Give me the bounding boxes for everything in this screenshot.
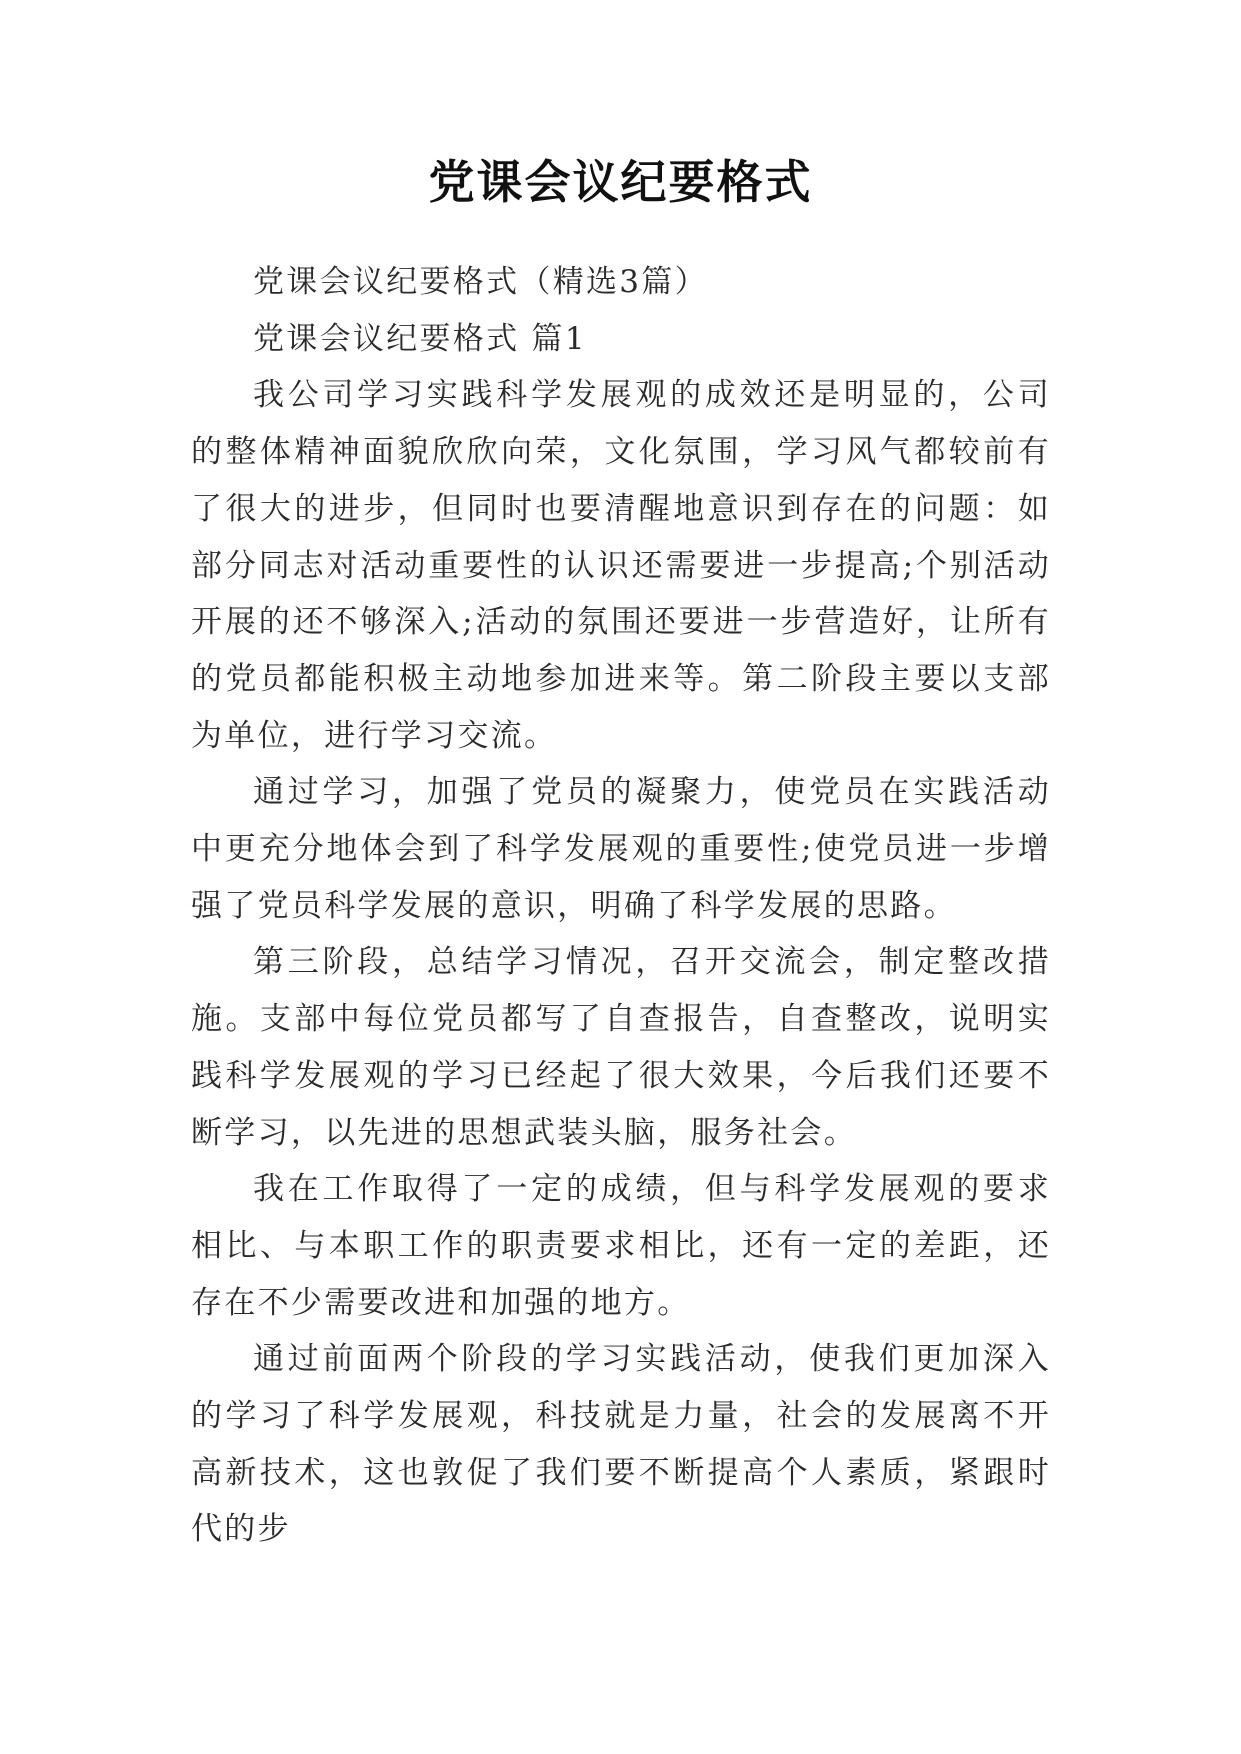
document-body (191, 254, 1051, 1558)
paragraph: 通过前面两个阶段的学习实践活动，使我们更加深入的学习了科学发展观，科技就是力量，社会的发展离不开高新技术，这也敦促了我们要不断提高个人素质，紧跟时代的步 (191, 1341, 1051, 1548)
document-title: 党课会议纪要格式 (428, 155, 813, 209)
paragraph: 我公司学习实践科学发展观的成效还是明显的，公司的整体精神面貌欣欣向荣，文化氛围，学习风气都较前有了很大的进步，但同时也要清醒地意识到存在的问题：如部分同志对活动重要性的认识还需要进一步提高;个别活动开展的还不够深入;活动的氛围还要进一步营造好，让所有的党员都能积极主动地参加进来等。第二阶段主要以支部为单位，进行学习交流。 (191, 377, 1051, 754)
paragraph: 通过学习，加强了党员的凝聚力，使党员在实践活动中更充分地体会到了科学发展观的重要性;使党员进一步增强了党员科学发展的意识，明确了科学发展的思路。 (191, 774, 1051, 924)
paragraph: 我在工作取得了一定的成绩，但与科学发展观的要求相比、与本职工作的职责要求相比，还有一定的差距，还存在不少需要改进和加强的地方。 (191, 1171, 1051, 1321)
paragraph-subtitle: 党课会议纪要格式（精选3篇） (253, 264, 708, 300)
paragraph: 第三阶段，总结学习情况，召开交流会，制定整改措施。支部中每位党员都写了自查报告，自查整改，说明实践科学发展观的学习已经起了很大效果，今后我们还要不断学习，以先进的思想武装头脑，服务社会。 (191, 944, 1051, 1151)
paragraph-section-heading: 党课会议纪要格式 篇1 (253, 320, 587, 357)
